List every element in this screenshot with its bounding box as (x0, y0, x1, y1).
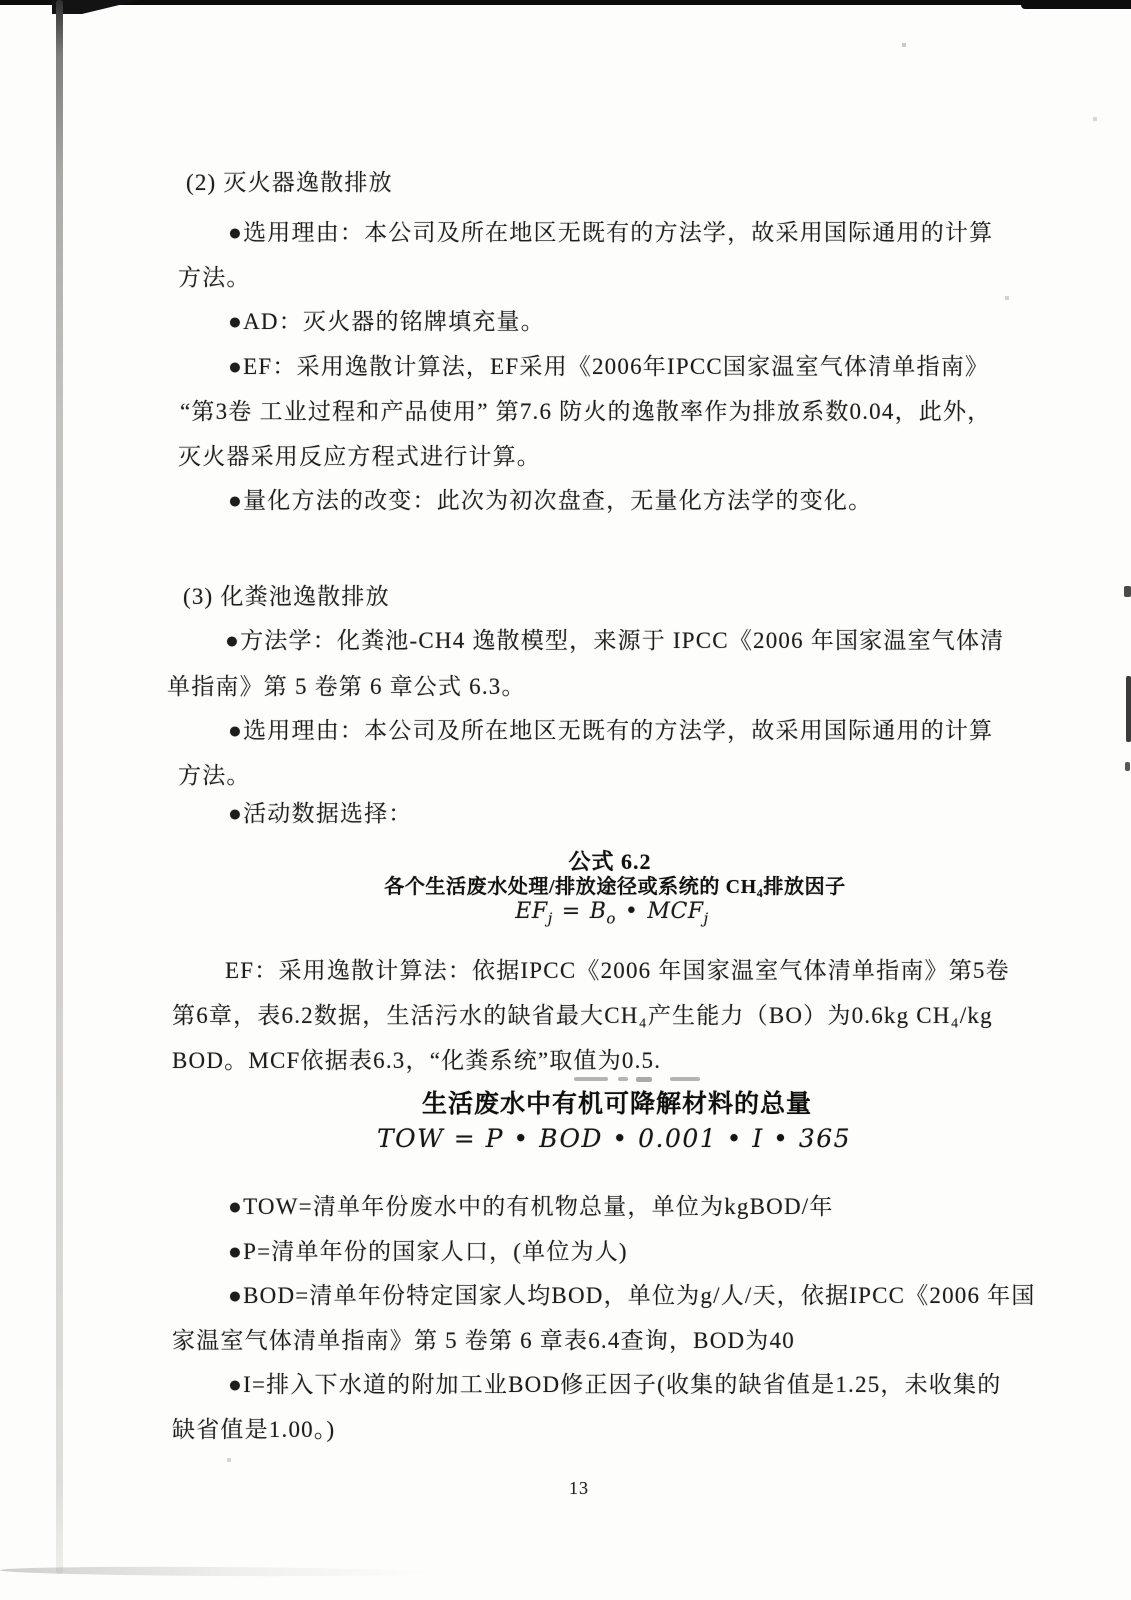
bullet-quantification-change-line: ●量化方法的改变：此次为初次盘查，无量化方法学的变化。 (228, 488, 873, 513)
scan-artifact-right-edge-mark (1125, 762, 1130, 771)
ef-paragraph-line-2: 第6章，表6.2数据，生活污水的缺省最大CH₄产生能力（BO）为0.6kg CH₄/kg (172, 1003, 993, 1028)
tow-formula-title: 生活废水中有机可降解材料的总量 (421, 1091, 813, 1118)
scan-artifact-top-right-band (1021, 0, 1131, 9)
bullet-bod-definition-line-2: 家温室气体清单指南》第 5 卷第 6 章表6.4查询，BOD为40 (172, 1328, 795, 1353)
formula-6-2-expression (515, 899, 708, 927)
bullet-methodology-line-1: ●方法学：化粪池-CH4 逸散模型，来源于 IPCC《2006 年国家温室气体清 (225, 628, 1005, 653)
bullet-reason-line-1: ●选用理由：本公司及所在地区无既有的方法学，故采用国际通用的计算 (228, 718, 994, 743)
formula-6-2-label: 公式 6.2 (568, 849, 652, 874)
formula-sub-j: j (703, 909, 709, 928)
bullet-bod-definition-line-1: ●BOD=清单年份特定国家人均BOD，单位为g/人/天，依据IPCC《2006 年国 (228, 1283, 1036, 1308)
formula-6-2-title: 各个生活废水处理/排放途径或系统的 CH₄排放因子 (384, 876, 846, 898)
bullet-reason-line-2: 方法。 (178, 763, 251, 788)
bullet-ef-line-2: “第3卷 工业过程和产品使用” 第7.6 防火的逸散率作为排放系数0.04，此外， (180, 399, 992, 424)
scan-artifact-faded-text-smudge (574, 1077, 706, 1083)
bullet-tow-definition: ●TOW=清单年份废水中的有机物总量，单位为kgBOD/年 (228, 1194, 834, 1219)
tow-formula-expression: TOW = P • BOD • 0.001 • I • 365 (376, 1124, 852, 1153)
formula-term-mcf: MCF (647, 899, 704, 924)
bullet-p-definition: ●P=清单年份的国家人口，(单位为人) (228, 1239, 628, 1264)
scan-artifact-bottom-shadow (0, 1566, 430, 1578)
bullet-reason-line-1: ●选用理由：本公司及所在地区无既有的方法学，故采用国际通用的计算 (228, 220, 994, 245)
equals-sign: = (561, 899, 581, 924)
bullet-ef-line-3: 灭火器采用反应方程式进行计算。 (178, 444, 541, 469)
scan-artifact-specks (0, 0, 2, 2)
scan-artifact-right-edge-mark (1126, 676, 1131, 742)
formula-sub-j: j (547, 909, 553, 928)
formula-term-ef: EF (515, 899, 548, 924)
page-number: 13 (569, 1478, 589, 1498)
ef-paragraph-line-3: BOD。MCF依据表6.3，“化粪系统”取值为0.5. (172, 1048, 662, 1073)
formula-term-bo: B (589, 899, 607, 924)
bullet-i-definition-line-2: 缺省值是1.00。) (172, 1417, 336, 1442)
section-3-heading: (3) 化粪池逸散排放 (183, 584, 390, 609)
scan-artifact-top-band (0, 0, 1131, 5)
scan-artifact-left-fold-line (56, 0, 63, 1574)
bullet-ad-line: ●AD：灭火器的铭牌填充量。 (228, 309, 545, 334)
ef-paragraph-line-1: EF：采用逸散计算法：依据IPCC《2006 年国家温室气体清单指南》第5卷 (225, 958, 1010, 983)
bullet-reason-line-2: 方法。 (178, 265, 251, 290)
bullet-i-definition-line-1: ●I=排入下水道的附加工业BOD修正因子(收集的缺省值是1.25，未收集的 (228, 1372, 1002, 1397)
bullet-activity-data-line: ●活动数据选择： (228, 801, 413, 826)
formula-sub-o: o (606, 909, 616, 928)
scan-artifact-right-edge-mark (1124, 586, 1131, 597)
dot-operator: • (624, 899, 639, 924)
bullet-ef-line-1: ●EF：采用逸散计算法，EF采用《2006年IPCC国家温室气体清单指南》 (228, 354, 990, 379)
section-2-heading: (2) 灭火器逸散排放 (186, 170, 393, 195)
bullet-methodology-line-2: 单指南》第 5 卷第 6 章公式 6.3。 (167, 674, 526, 699)
scan-artifact-top-left-wedge (52, 0, 140, 14)
